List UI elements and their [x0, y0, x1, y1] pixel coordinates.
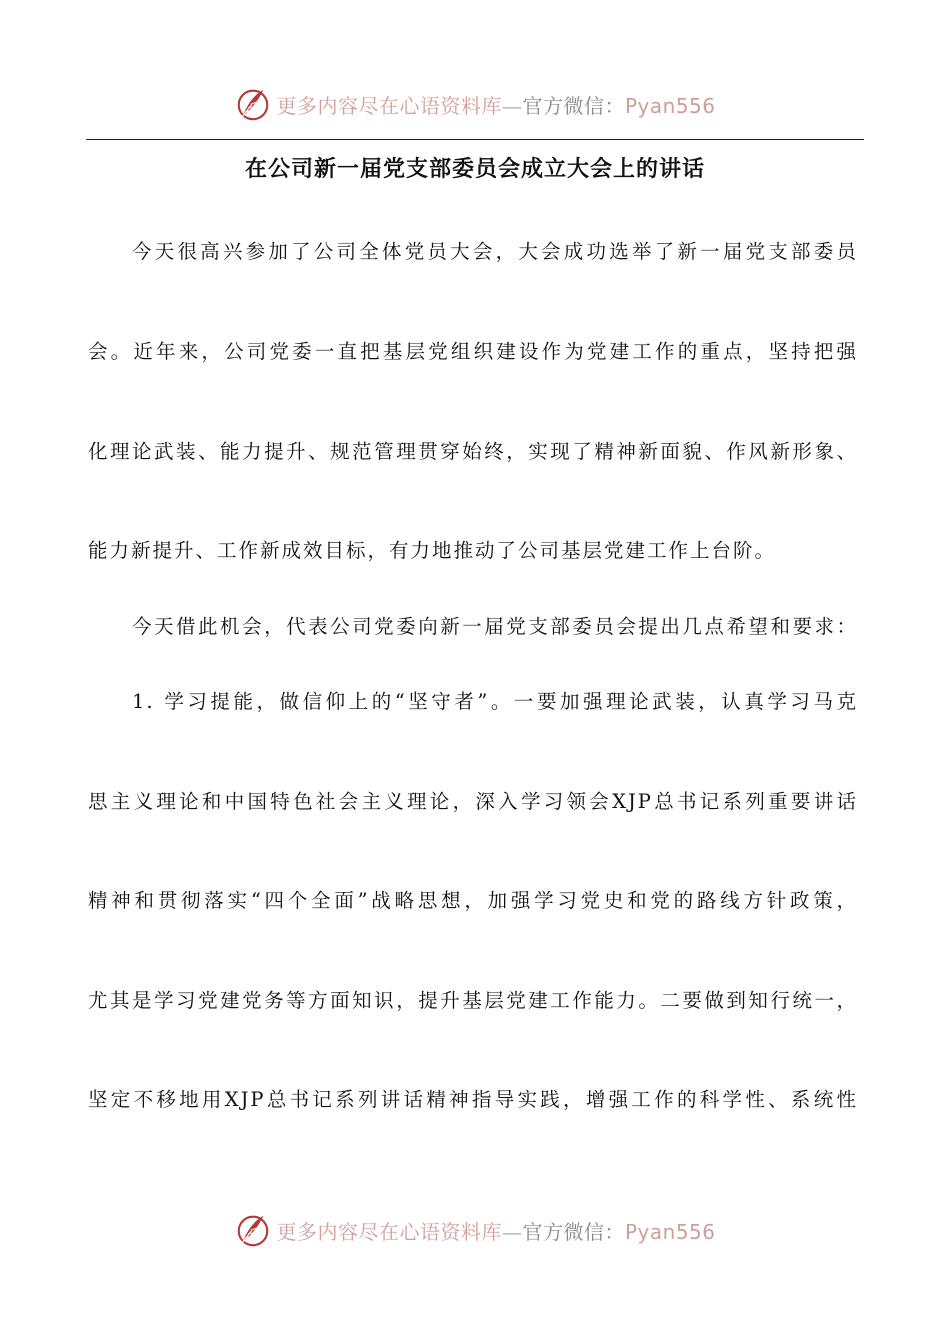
banner-wechat-label: 官方微信： — [522, 93, 625, 118]
banner-wechat-label: 官方微信： — [522, 1219, 625, 1244]
feather-pen-logo-icon — [234, 85, 272, 123]
footer-banner — [0, 1208, 950, 1252]
paragraph-line: 今天借此机会，代表公司党委向新一届党支部委员会提出几点希望和要求： — [132, 615, 858, 638]
paragraph-line: 化理论武装、能力提升、规范管理贯穿始终，实现了精神新面貌、作风新形象、 — [88, 440, 858, 463]
header-divider — [86, 139, 864, 140]
banner-dash: — — [501, 1219, 523, 1244]
paragraph-line: 会。近年来，公司党委一直把基层党组织建设作为党建工作的重点，坚持把强 — [88, 340, 858, 363]
paragraph-line: 精神和贯彻落实“四个全面”战略思想，加强学习党史和党的路线方针政策， — [88, 889, 858, 912]
banner-dash: — — [501, 93, 523, 118]
banner-text — [276, 1216, 715, 1245]
paragraph-line: 坚定不移地用XJP总书记系列讲话精神指导实践，增强工作的科学性、系统性 — [88, 1088, 858, 1111]
banner-wechat-id: Pyan556 — [624, 93, 716, 118]
banner-wechat-id: Pyan556 — [624, 1219, 716, 1244]
banner-text — [276, 90, 715, 119]
banner-site-name: 更多内容尽在心语资料库 — [276, 93, 502, 118]
banner-site-name: 更多内容尽在心语资料库 — [276, 1219, 502, 1244]
header-banner — [0, 82, 950, 126]
paragraph-line: 尤其是学习党建党务等方面知识，提升基层党建工作能力。二要做到知行统一， — [88, 989, 858, 1012]
document-title: 在公司新一届党支部委员会成立大会上的讲话 — [244, 156, 705, 182]
paragraph-line: 能力新提升、工作新成效目标，有力地推动了公司基层党建工作上台阶。 — [88, 539, 777, 562]
paragraph-line: 思主义理论和中国特色社会主义理论，深入学习领会XJP总书记系列重要讲话 — [88, 790, 858, 813]
paragraph-line: 今天很高兴参加了公司全体党员大会，大会成功选举了新一届党支部委员 — [132, 240, 858, 263]
feather-pen-logo-icon — [234, 1211, 272, 1249]
paragraph-line: 1. 学习提能，做信仰上的“坚守者”。一要加强理论武装，认真学习马克 — [132, 690, 858, 713]
